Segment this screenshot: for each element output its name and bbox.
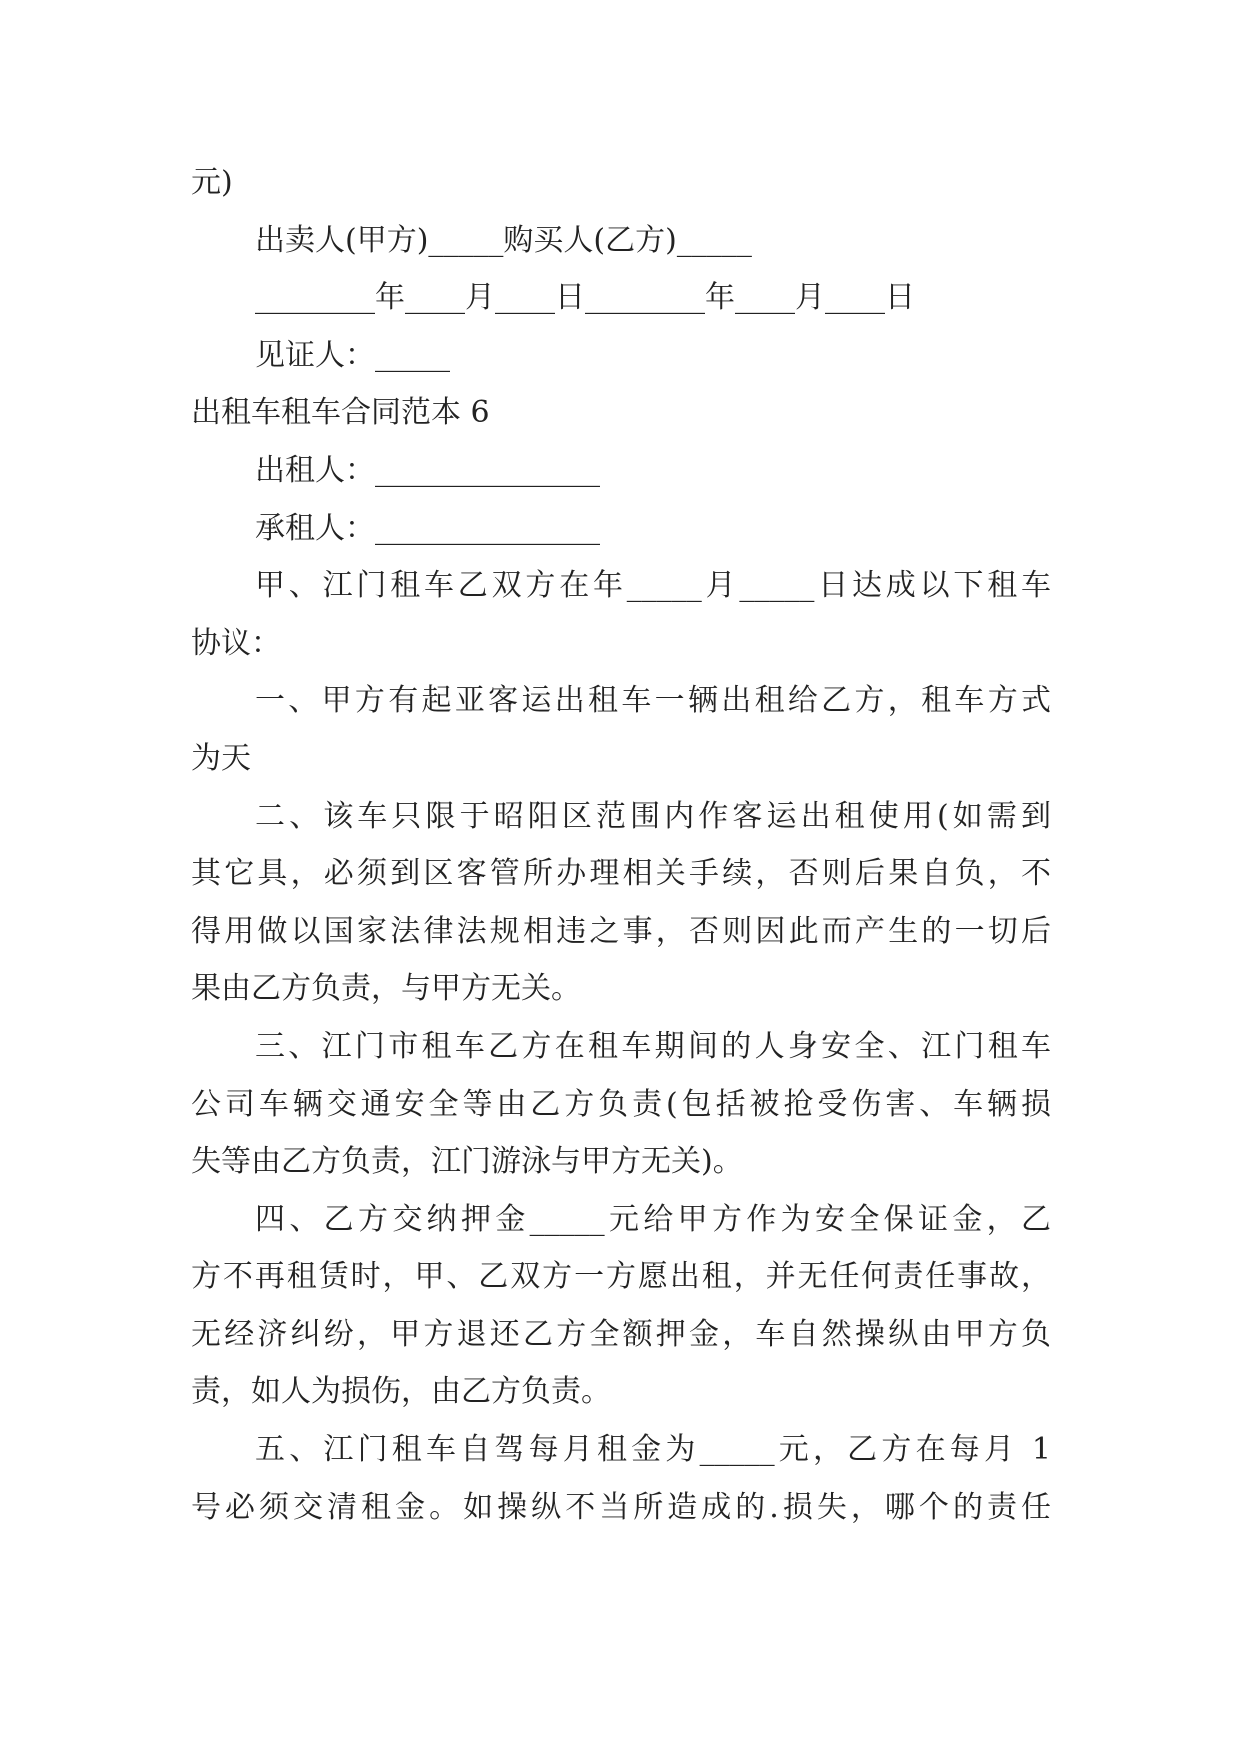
text-line: 失等由乙方负责，江门游泳与甲方无关)。 bbox=[191, 1144, 743, 1180]
text-line: 得用做以国家法律法规相违之事，否则因此而产生的一切后 bbox=[191, 913, 1051, 949]
text-line: 无经济纠纷，甲方退还乙方全额押金，车自然操纵由甲方负 bbox=[191, 1316, 1051, 1352]
text-line: 五、江门租车自驾每月租金为_____元，乙方在每月 1 bbox=[255, 1432, 1051, 1468]
text-line: 号必须交清租金。如操纵不当所造成的.损失，哪个的责任 bbox=[191, 1489, 1051, 1525]
text-line: 公司车辆交通安全等由乙方负责(包括被抢受伤害、车辆损 bbox=[191, 1086, 1051, 1122]
text-line: 方不再租赁时，甲、乙双方一方愿出租，并无任何责任事故， bbox=[191, 1259, 1051, 1295]
text-line: 为天 bbox=[191, 740, 251, 776]
document-body bbox=[191, 154, 1051, 1536]
text-line: 见证人：_____ bbox=[255, 337, 450, 373]
text-line: 果由乙方负责，与甲方无关。 bbox=[191, 971, 581, 1007]
text-line: 承租人：_______________ bbox=[255, 510, 600, 546]
text-line: 一、甲方有起亚客运出租车一辆出租给乙方，租车方式 bbox=[255, 683, 1051, 719]
text-line: 出卖人(甲方)_____购买人(乙方)_____ bbox=[255, 222, 752, 258]
text-line: 其它具，必须到区客管所办理相关手续，否则后果自负，不 bbox=[191, 856, 1051, 892]
text-line: 四、乙方交纳押金_____元给甲方作为安全保证金，乙 bbox=[255, 1201, 1051, 1237]
text-line: 协议： bbox=[191, 625, 281, 661]
text-line: 元) bbox=[191, 165, 233, 200]
text-line: 甲、江门租车乙双方在年_____月_____日达成以下租车 bbox=[255, 568, 1051, 604]
text-line: 二、该车只限于昭阳区范围内作客运出租使用(如需到 bbox=[255, 798, 1051, 834]
text-line: 三、江门市租车乙方在租车期间的人身安全、江门租车 bbox=[255, 1028, 1051, 1064]
text-line: 出租车租车合同范本 6 bbox=[191, 395, 490, 431]
text-line: 责，如人为损伤，由乙方负责。 bbox=[191, 1374, 611, 1410]
text-line: 出租人：_______________ bbox=[255, 452, 600, 488]
text-line: ________年____月____日________年____月____日 bbox=[255, 280, 915, 316]
